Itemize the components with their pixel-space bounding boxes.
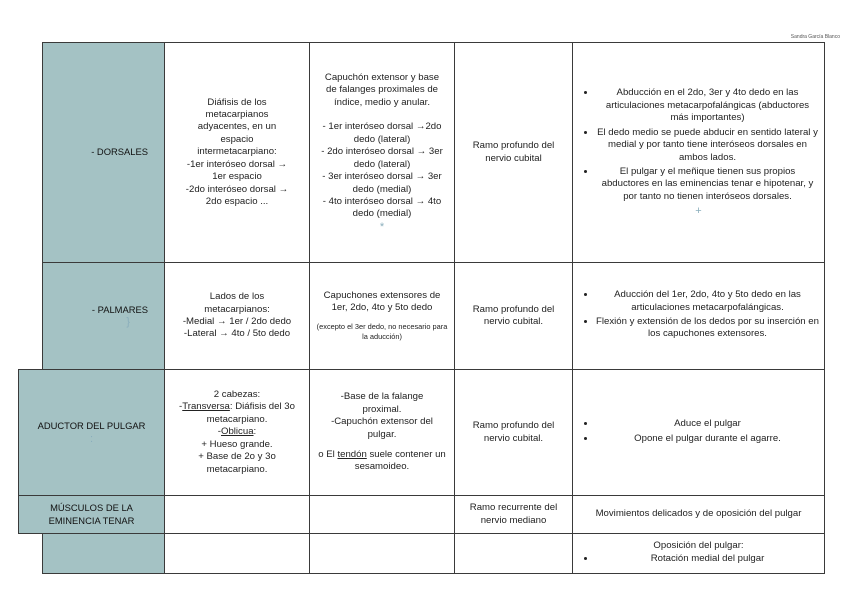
- insertion-line: dedo (medial): [352, 208, 412, 220]
- muscle-name-dorsales: - DORSALES: [43, 43, 165, 263]
- transversa-text: : Diáfisis del 3o metacarpiano.: [206, 401, 295, 425]
- muscle-name-tenar: MÚSCULOS DE LA EMINENCIA TENAR: [19, 496, 165, 534]
- origin-line: intermetacarpiano:: [197, 146, 277, 158]
- origin-line: -2do interóseo dorsal →: [185, 183, 289, 195]
- insertion-line: dedo (medial): [352, 183, 412, 195]
- origin-oblicua: -Oblicua:: [217, 426, 257, 438]
- table-row-oposicion: [19, 534, 825, 574]
- transversa-label: Transversa: [182, 401, 230, 413]
- insertion-line: -Base de la falange: [340, 391, 424, 403]
- insertion-tenar: [310, 496, 455, 534]
- tendon-label: tendón: [337, 448, 367, 460]
- insertion-aductor: [310, 370, 455, 496]
- insertion-line: índice, medio y anular.: [334, 96, 430, 108]
- muscle-name-empty: [43, 534, 165, 574]
- colon-marker: :: [89, 432, 94, 445]
- list-item: • Aduce el pulgar: [596, 418, 819, 430]
- origin-line: metacarpiano.: [206, 463, 268, 475]
- tendon-prefix: o El: [318, 448, 338, 460]
- table-row-dorsales: [19, 43, 825, 263]
- actions-list: [578, 553, 819, 565]
- origin-line: -Medial → 1er / 2do dedo: [182, 316, 292, 327]
- table-row-aductor: [19, 370, 825, 496]
- oblicua-label: Oblicua: [221, 426, 254, 438]
- list-item: • Opone el pulgar durante el agarre.: [596, 433, 819, 445]
- origin-line: + Base de 2o y 3o: [198, 451, 276, 463]
- origin-line: Lados de los: [209, 291, 265, 303]
- table-row-tenar: [19, 496, 825, 534]
- actions-tenar: Movimientos delicados y de oposición del pulgar: [573, 496, 825, 534]
- insertion-line: 1er, 2do, 4to y 5to dedo: [331, 302, 433, 313]
- nerve-aductor: Ramo profundo del nervio cubital.: [455, 370, 573, 496]
- actions-list: [578, 289, 819, 341]
- origin-aductor: [165, 370, 310, 496]
- insertion-note: (excepto el 3er dedo, no necesario para la aducción): [316, 322, 448, 342]
- insertion-line: Capuchón extensor y base: [324, 71, 440, 83]
- origin-title: 2 cabezas:: [213, 389, 261, 401]
- author-credit: Sandra García Blanco: [790, 34, 840, 40]
- actions-title: Oposición del pulgar:: [653, 540, 744, 552]
- muscle-name-label: ADUCTOR DEL PULGAR: [37, 420, 146, 432]
- brace-marker: }: [126, 316, 130, 328]
- muscle-table: [18, 42, 825, 574]
- insertion-empty: [310, 534, 455, 574]
- insertion-line: de falanges proximales de: [326, 84, 438, 96]
- insertion-line: - 3er interóseo dorsal → 3er: [322, 171, 442, 183]
- origin-line: Diáfisis de los: [207, 96, 267, 108]
- insertion-palmares: [310, 263, 455, 370]
- insertion-line: - 1er interóseo dorsal →2do: [322, 121, 442, 133]
- list-item: • Rotación medial del pulgar: [596, 553, 819, 565]
- asterisk-marker: *: [379, 220, 385, 233]
- origin-line: + Hueso grande.: [201, 438, 273, 450]
- insertion-line: - 2do interóseo dorsal → 3er: [321, 146, 443, 158]
- origin-empty: [165, 534, 310, 574]
- origin-line: adyacentes, en un: [197, 121, 277, 133]
- actions-palmares: [573, 263, 825, 370]
- actions-dorsales: [573, 43, 825, 263]
- origin-transversa: -Transversa: Diáfisis del 3o metacarpiano.: [179, 401, 295, 425]
- nerve-palmares: Ramo profundo del nervio cubital.: [455, 263, 573, 370]
- insertion-line: proximal.: [362, 403, 402, 415]
- insertion-line: -Capuchón extensor del: [331, 416, 433, 428]
- origin-line: 2do espacio ...: [205, 195, 269, 207]
- nerve-dorsales: Ramo profundo del nervio cubital: [455, 43, 573, 263]
- insertion-line: [315, 109, 449, 121]
- origin-line: -1er interóseo dorsal →: [186, 158, 288, 170]
- muscle-name-palmares: [43, 263, 165, 370]
- insertion-line: pulgar.: [367, 428, 397, 440]
- indent-cell: [19, 263, 43, 370]
- nerve-empty: [455, 534, 573, 574]
- table-row-palmares: [19, 263, 825, 370]
- insertion-line: dedo (lateral): [353, 158, 411, 170]
- plus-marker: +: [695, 205, 702, 218]
- muscle-name-label: - PALMARES: [91, 303, 148, 315]
- indent-cell: [19, 43, 43, 263]
- insertion-line: Capuchones extensores de: [323, 289, 441, 301]
- insertion-line: - 4to interóseo dorsal → 4to: [322, 195, 442, 207]
- tendon-text: suele contener un sesamoideo.: [354, 448, 446, 473]
- origin-line: -Lateral → 4to / 5to dedo: [183, 328, 291, 340]
- indent-cell: [19, 534, 43, 574]
- list-item: • Flexión y extensión de los dedos por su inserción en los capuchones extensores.: [596, 316, 819, 341]
- actions-oposicion: [573, 534, 825, 574]
- origin-tenar: [165, 496, 310, 534]
- origin-line: espacio: [220, 133, 254, 145]
- insertion-dorsales: [310, 43, 455, 263]
- insertion-tendon: [315, 449, 449, 474]
- muscle-name-aductor: [19, 370, 165, 496]
- insertion-line: dedo (lateral): [353, 133, 411, 145]
- actions-aductor: [573, 370, 825, 496]
- nerve-tenar: Ramo recurrente del nervio mediano: [455, 496, 573, 534]
- actions-list: [578, 87, 819, 203]
- origin-line: metacarpianos: [205, 109, 269, 121]
- origin-dorsales: [165, 43, 310, 263]
- actions-list: [578, 418, 819, 445]
- list-item: • El pulgar y el meñique tienen sus propios abductores en las eminencias tenar e hipotenar, y por tanto no tienen interóseos dorsales.: [596, 166, 819, 203]
- list-item: • El dedo medio se puede abducir en sentido lateral y medial y por tanto tiene interóseos dorsales en ambos lados.: [596, 127, 819, 164]
- list-item: • Abducción en el 2do, 3er y 4to dedo en las articulaciones metacarpofalángicas (abductores más importantes): [596, 87, 819, 124]
- origin-line: metacarpianos:: [204, 303, 270, 315]
- list-item: • Aducción del 1er, 2do, 4to y 5to dedo en las articulaciones metacarpofalángicas.: [596, 289, 819, 314]
- origin-line: 1er espacio: [212, 171, 262, 183]
- origin-palmares: [165, 263, 310, 370]
